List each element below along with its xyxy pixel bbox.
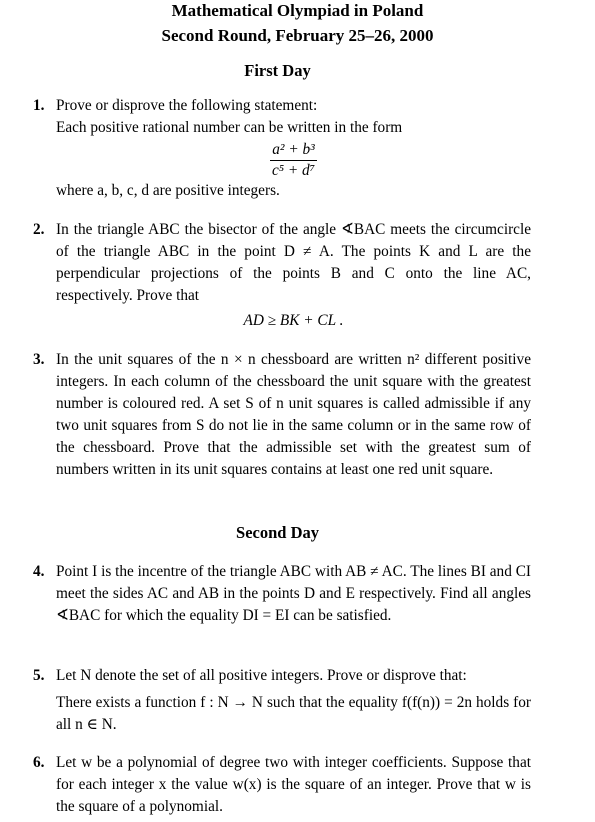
problem-1-line3: where a, b, c, d are positive integers. (56, 182, 280, 199)
problem-2 (56, 219, 531, 332)
problem-3-statement: In the unit squares of the n × n chessboard are written n² different positive integers. In each column of the chessboard the unit square with the greatest number is coloured red. A set S of n unit squares is called admissible if any two unit squares from S do not lie in the same column or in the same row of the chessboard. Prove that the admissible set with the greatest sum of numbers written in its unit squares contains at least one red unit square. (56, 351, 531, 478)
problem-4 (56, 561, 531, 627)
problem-6-statement: Let w be a polynomial of degree two with integer coefficients. Suppose that for each integer x the value w(x) is the square of an integer. Prove that w is the square of a polynomial. (56, 754, 531, 815)
problem-1-statement: Prove or disprove the following statement: (56, 97, 318, 114)
problem-1 (56, 95, 531, 202)
problem-5-line2: There exists a function f : N → N such that the equality f(f(n)) = 2n holds for all n ∈ N. (56, 694, 531, 733)
problem-1-number: 1. (33, 97, 45, 114)
document-title: Mathematical Olympiad in Poland (171, 1, 424, 20)
problem-5 (56, 665, 531, 736)
problem-1-line2: Each positive rational number can be written in the form (56, 119, 403, 136)
first-day-heading: First Day (244, 61, 311, 80)
problem-3-number: 3. (33, 351, 45, 368)
fraction (270, 141, 317, 180)
problem-4-statement: Point I is the incentre of the triangle ABC with AB ≠ AC. The lines BI and CI meet the sides AC and AB in the points D and E respectively. Find all angles ∢BAC for which the equality DI = EI can be satisfied. (56, 563, 531, 624)
second-day-heading: Second Day (236, 523, 319, 542)
problem-6-number: 6. (33, 754, 45, 771)
fraction-denominator: c⁵ + d⁷ (271, 162, 316, 179)
problem-3 (56, 349, 531, 481)
problem-2-number: 2. (33, 221, 45, 238)
fraction-numerator: a² + b³ (270, 141, 317, 161)
problem-4-number: 4. (33, 563, 45, 580)
problem-1-formula (56, 141, 531, 180)
problem-2-formula: AD ≥ BK + CL . (243, 312, 344, 329)
problem-5-statement: Let N denote the set of all positive integers. Prove or disprove that: (56, 667, 467, 684)
problem-6 (56, 752, 531, 818)
problem-5-number: 5. (33, 667, 45, 684)
problem-2-statement: In the triangle ABC the bisector of the angle ∢BAC meets the circumcircle of the triangle ABC in the point D ≠ A. The points K and L are the perpendicular projections of the points B and C onto the line AC, respectively. Prove that (56, 221, 531, 304)
document-subtitle: Second Round, February 25–26, 2000 (161, 26, 434, 45)
